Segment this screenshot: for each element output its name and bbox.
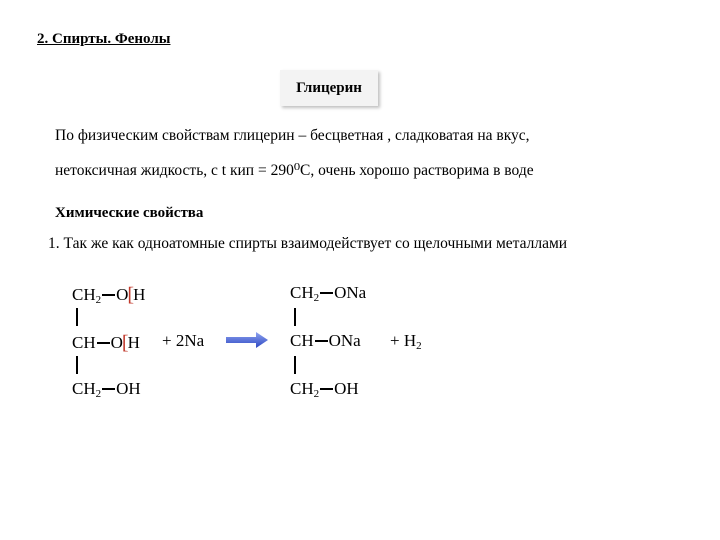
reactant-row-3-group: CH xyxy=(72,379,96,398)
reactant-row-3-hydroxyl: OH xyxy=(116,379,141,398)
byproduct-hydrogen xyxy=(390,331,422,352)
vertical-bond xyxy=(76,308,78,326)
reactant-row-1-oxygen: O xyxy=(116,285,129,304)
reactant-row-1-hydrogen: H xyxy=(133,285,146,304)
reactant-row-2 xyxy=(72,331,140,354)
single-bond xyxy=(102,388,115,390)
reagent-sodium: + 2Na xyxy=(162,331,205,350)
single-bond xyxy=(102,294,115,296)
product-row-2-group: CH xyxy=(290,331,314,350)
slide-title: Глицерин xyxy=(296,79,362,96)
reactant-row-3-subscript: 2 xyxy=(95,388,102,400)
chemical-properties-heading: Химические свойства xyxy=(55,205,204,221)
product-row-1-group: CH xyxy=(290,283,314,302)
vertical-bond xyxy=(294,356,296,374)
vertical-bond xyxy=(294,308,296,326)
byproduct-subscript: 2 xyxy=(416,340,422,352)
product-row-1-subscript: 2 xyxy=(313,292,320,304)
product-row-3-hydroxyl: OH xyxy=(334,379,359,398)
product-row-3-group: CH xyxy=(290,379,314,398)
bracket-mark: [ xyxy=(121,332,129,354)
reactant-row-1 xyxy=(72,283,145,306)
reactant-row-2-hydrogen: H xyxy=(127,333,140,352)
reactant-row-2-group: CH xyxy=(72,333,96,352)
reactant-row-2-oxygen: O xyxy=(110,333,123,352)
physical-properties-line-1: По физическим свойствам глицерин – бесцветная , сладковатая на вкус, xyxy=(55,127,530,144)
reactant-row-1-subscript: 2 xyxy=(95,294,102,306)
single-bond xyxy=(315,340,328,342)
single-bond xyxy=(97,342,110,344)
slide-title-box xyxy=(280,70,378,106)
physical-properties-line-2: нетоксичная жидкость, с t кип = 290⁰С, очень хорошо растворима в воде xyxy=(55,162,534,179)
vertical-bond xyxy=(76,356,78,374)
product-row-2-end: ONa xyxy=(328,331,361,350)
product-row-2 xyxy=(290,331,361,351)
section-title: 2. Спирты. Фенолы xyxy=(37,31,171,47)
single-bond xyxy=(320,292,333,294)
reactant-row-1-group: CH xyxy=(72,285,96,304)
bracket-mark: [ xyxy=(127,284,135,306)
single-bond xyxy=(320,388,333,390)
reactant-row-3 xyxy=(72,379,141,400)
property-1-text: 1. Так же как одноатомные спирты взаимодействует со щелочными металлами xyxy=(48,235,568,252)
product-row-1-end: ONa xyxy=(334,283,367,302)
product-row-1 xyxy=(290,283,366,304)
reaction-arrow-icon xyxy=(226,332,268,348)
byproduct-text: + H xyxy=(390,331,417,350)
product-row-3-subscript: 2 xyxy=(313,388,320,400)
product-row-3 xyxy=(290,379,359,400)
